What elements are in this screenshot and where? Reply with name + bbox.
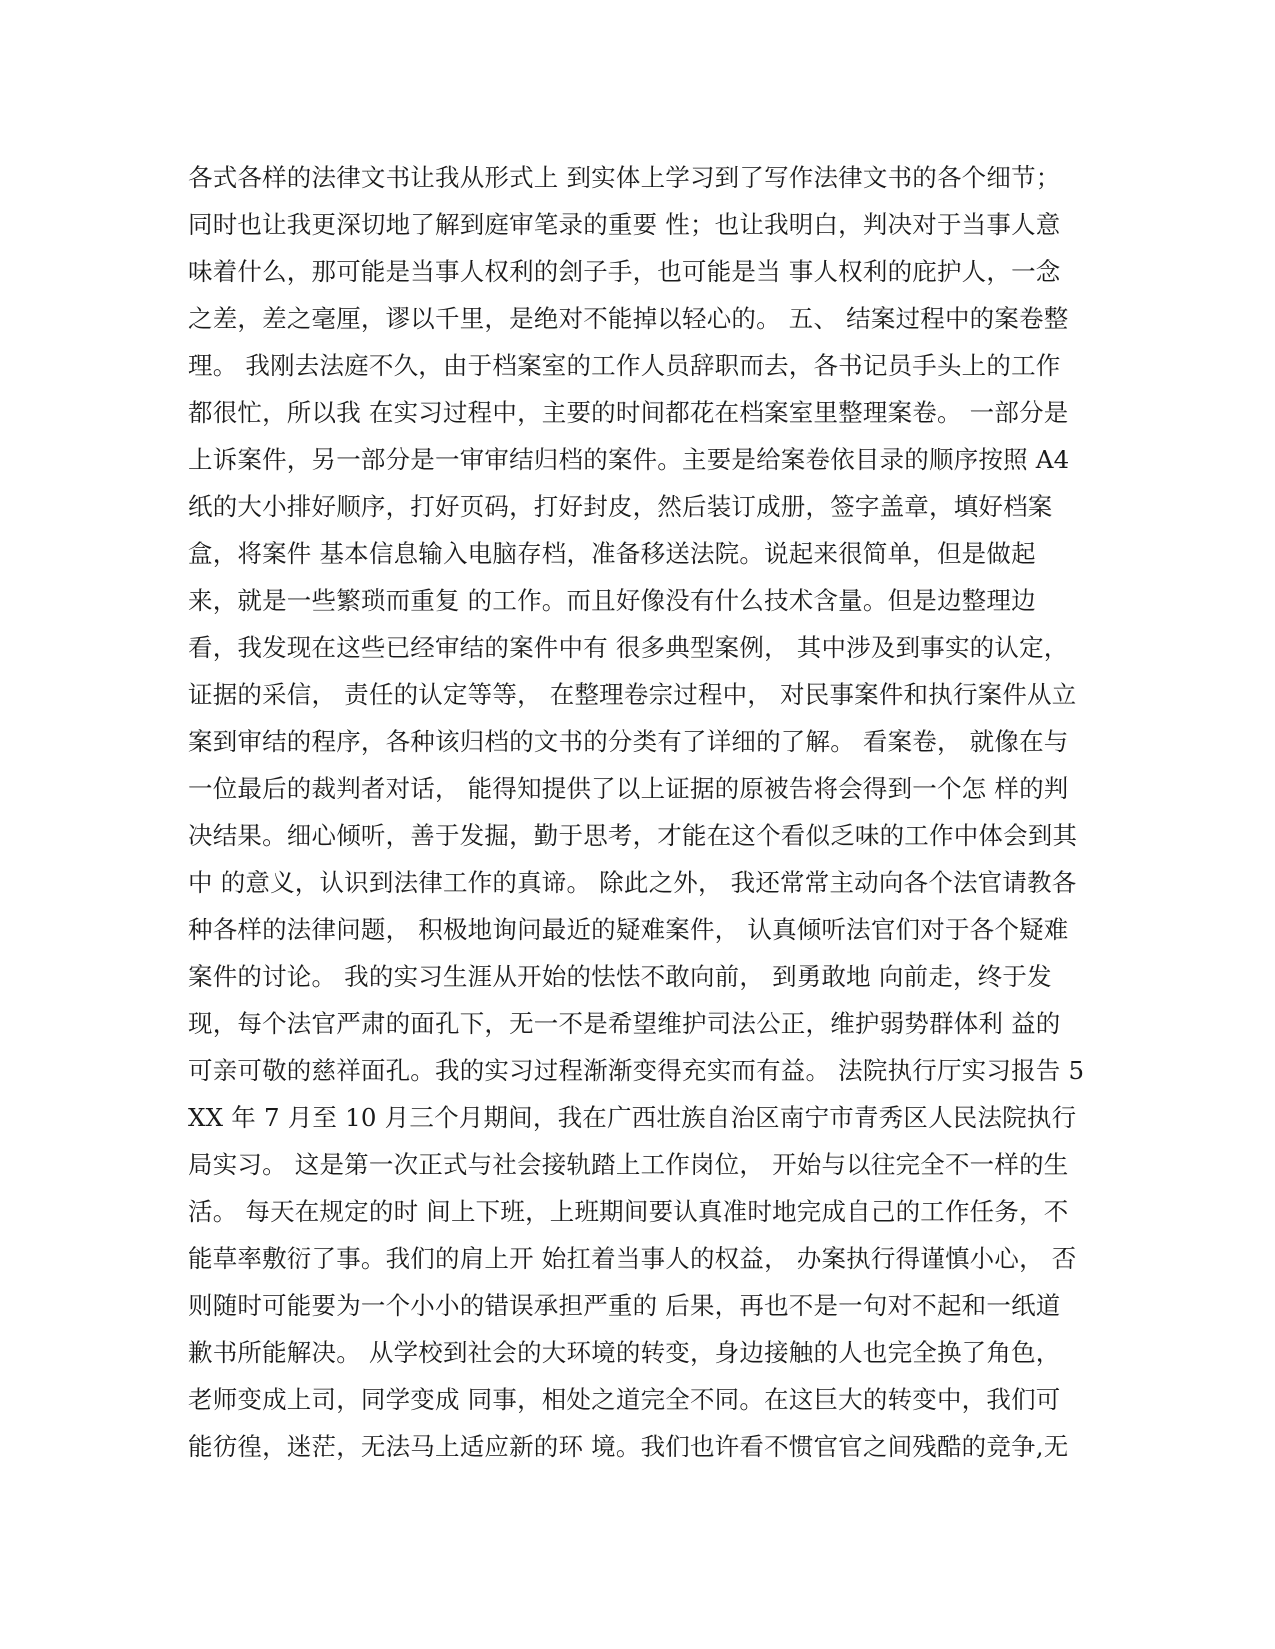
- text-line: 能彷徨，迷茫，无法马上适应新的环 境。我们也许看不惯官官之间残酷的竞争,无: [188, 1432, 1069, 1461]
- text-line: 则随时可能要为一个小小的错误承担严重的 后果，再也不是一句对不起和一纸道: [188, 1291, 1061, 1320]
- text-line: 一位最后的裁判者对话， 能得知提供了以上证据的原被告将会得到一个怎 样的判: [188, 774, 1069, 803]
- text-line: 证据的采信， 责任的认定等等， 在整理卷宗过程中， 对民事案件和执行案件从立: [188, 680, 1077, 709]
- text-line: 歉书所能解决。 从学校到社会的大环境的转变，身边接触的人也完全换了角色，: [188, 1338, 1061, 1367]
- text-line: 理。 我刚去法庭不久，由于档案室的工作人员辞职而去，各书记员手头上的工作: [188, 351, 1061, 380]
- body-text: [188, 154, 1088, 1470]
- text-line: 老师变成上司，同学变成 同事，相处之道完全不同。在这巨大的转变中，我们可: [188, 1385, 1061, 1414]
- text-line: 决结果。细心倾听，善于发掘，勤于思考，才能在这个看似乏味的工作中体会到其: [188, 821, 1078, 850]
- text-line: 上诉案件，另一部分是一审审结归档的案件。主要是给案卷依目录的顺序按照 A4: [188, 445, 1070, 474]
- text-line: 活。 每天在规定的时 间上下班，上班期间要认真准时地完成自己的工作任务，不: [188, 1197, 1069, 1226]
- text-line: 可亲可敬的慈祥面孔。我的实习过程渐渐变得充实而有益。 法院执行厅实习报告 5: [188, 1056, 1085, 1085]
- text-line: 能草率敷衍了事。我们的肩上开 始扛着当事人的权益， 办案执行得谨慎小心， 否: [188, 1244, 1077, 1273]
- text-line: 同时也让我更深切地了解到庭审笔录的重要 性；也让我明白，判决对于当事人意: [188, 210, 1061, 239]
- text-line: 纸的大小排好顺序，打好页码，打好封皮，然后装订成册，签字盖章，填好档案: [188, 492, 1053, 521]
- text-line: 案到审结的程序，各种该归档的文书的分类有了详细的了解。 看案卷， 就像在与: [188, 727, 1069, 756]
- text-line: 盒，将案件 基本信息输入电脑存档，准备移送法院。说起来很简单，但是做起: [188, 539, 1036, 568]
- text-line: 味着什么，那可能是当事人权利的刽子手，也可能是当 事人权利的庇护人，一念: [188, 257, 1061, 286]
- text-line: 各式各样的法律文书让我从形式上 到实体上学习到了写作法律文书的各个细节；: [188, 163, 1061, 192]
- text-line: 来，就是一些繁琐而重复 的工作。而且好像没有什么技术含量。但是边整理边: [188, 586, 1036, 615]
- text-line: 中 的意义，认识到法律工作的真谛。 除此之外， 我还常常主动向各个法官请教各: [188, 868, 1077, 897]
- text-line: 案件的讨论。 我的实习生涯从开始的怯怯不敢向前， 到勇敢地 向前走，终于发: [188, 962, 1052, 991]
- text-line: 看，我发现在这些已经审结的案件中有 很多典型案例， 其中涉及到事实的认定，: [188, 633, 1069, 662]
- text-line: 现，每个法官严肃的面孔下，无一不是希望维护司法公正，维护弱势群体利 益的: [188, 1009, 1061, 1038]
- text-line: 都很忙，所以我 在实习过程中，主要的时间都花在档案室里整理案卷。 一部分是: [188, 398, 1069, 427]
- text-line: 局实习。 这是第一次正式与社会接轨踏上工作岗位， 开始与以往完全不一样的生: [188, 1150, 1069, 1179]
- text-line: 种各样的法律问题， 积极地询问最近的疑难案件， 认真倾听法官们对于各个疑难: [188, 915, 1069, 944]
- text-line: XX 年 7 月至 10 月三个月期间，我在广西壮族自治区南宁市青秀区人民法院执行: [188, 1103, 1077, 1132]
- text-line: 之差，差之毫厘，谬以千里，是绝对不能掉以轻心的。 五、 结案过程中的案卷整: [188, 304, 1069, 333]
